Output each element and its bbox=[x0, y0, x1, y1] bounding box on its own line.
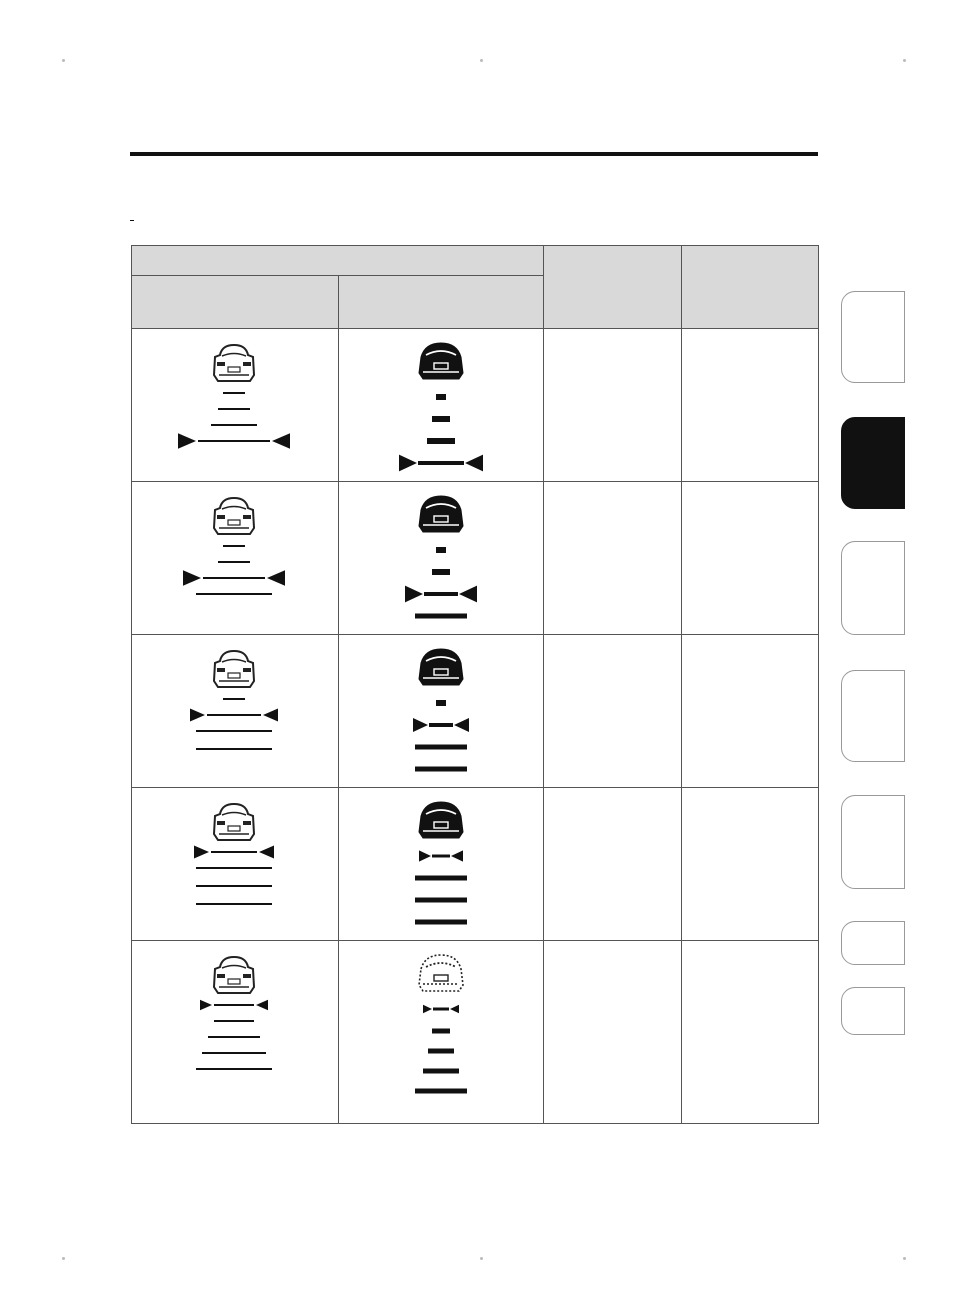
header-mid bbox=[132, 276, 339, 329]
distance-40-4 bbox=[544, 788, 682, 941]
crop-mark bbox=[62, 1257, 65, 1260]
adp-cell-1 bbox=[339, 329, 544, 482]
tab-index[interactable] bbox=[841, 987, 905, 1035]
left-arrow-icon bbox=[405, 586, 423, 603]
tab-while-driving[interactable] bbox=[841, 417, 905, 509]
header-distance-80 bbox=[682, 246, 819, 329]
right-arrow-icon bbox=[267, 570, 285, 586]
top-rule bbox=[130, 152, 818, 156]
car-icon bbox=[419, 496, 463, 532]
adp-distance-diagram bbox=[339, 635, 544, 787]
mid-distance-diagram bbox=[132, 635, 337, 787]
distance-80-1 bbox=[682, 329, 819, 482]
left-arrow-icon bbox=[399, 455, 417, 472]
mid-diagram-1 bbox=[132, 329, 338, 481]
tab-care-label bbox=[852, 679, 886, 759]
right-arrow-icon bbox=[459, 586, 477, 603]
mid-diagram-2 bbox=[132, 482, 338, 634]
car-icon bbox=[419, 802, 463, 838]
mid-diagram-5 bbox=[132, 941, 338, 1123]
distance-80-3 bbox=[682, 635, 819, 788]
left-arrow-icon bbox=[419, 850, 431, 861]
right-arrow-icon bbox=[454, 718, 469, 732]
adp-distance-diagram bbox=[339, 329, 544, 481]
crop-mark bbox=[480, 59, 483, 62]
left-arrow-icon bbox=[200, 1000, 212, 1010]
adp-distance-diagram bbox=[339, 788, 544, 940]
adp-diagram-2 bbox=[339, 482, 543, 634]
right-arrow-icon bbox=[450, 1005, 459, 1013]
car-icon bbox=[214, 498, 254, 534]
adp-diagram-3 bbox=[339, 635, 543, 787]
right-arrow-icon bbox=[263, 709, 278, 722]
tab-comfort-label bbox=[852, 550, 886, 632]
car-icon bbox=[214, 651, 254, 687]
adp-distance-diagram bbox=[339, 941, 544, 1123]
car-icon bbox=[419, 955, 463, 991]
left-arrow-icon bbox=[183, 570, 201, 586]
header-distance-40 bbox=[544, 246, 682, 329]
adp-cell-2 bbox=[339, 482, 544, 635]
mid-diagram-3 bbox=[132, 635, 338, 787]
car-icon bbox=[214, 957, 254, 993]
right-arrow-icon bbox=[465, 455, 483, 472]
mid-cell-3 bbox=[132, 635, 339, 788]
section-title bbox=[130, 196, 134, 221]
mid-cell-2 bbox=[132, 482, 339, 635]
tab-care[interactable] bbox=[841, 670, 905, 762]
distance-table bbox=[131, 245, 819, 1124]
mid-diagram-4 bbox=[132, 788, 338, 940]
tab-before-driving[interactable] bbox=[841, 291, 905, 383]
car-icon bbox=[214, 804, 254, 840]
distance-40-5 bbox=[544, 941, 682, 1124]
adp-diagram-4 bbox=[339, 788, 543, 940]
adp-cell-5 bbox=[339, 941, 544, 1124]
distance-40-2 bbox=[544, 482, 682, 635]
crop-mark bbox=[903, 1257, 906, 1260]
right-arrow-icon bbox=[256, 1000, 268, 1010]
right-arrow-icon bbox=[451, 850, 463, 861]
distance-80-5 bbox=[682, 941, 819, 1124]
mid-cell-5 bbox=[132, 941, 339, 1124]
distance-40-1 bbox=[544, 329, 682, 482]
adp-diagram-5 bbox=[339, 941, 543, 1123]
distance-80-4 bbox=[682, 788, 819, 941]
tab-while-driving-label bbox=[852, 428, 886, 504]
crop-mark bbox=[480, 1257, 483, 1260]
adp-cell-3 bbox=[339, 635, 544, 788]
left-arrow-icon bbox=[413, 718, 428, 732]
tab-trouble-label bbox=[852, 804, 886, 886]
tab-comfort[interactable] bbox=[841, 541, 905, 635]
left-arrow-icon bbox=[178, 433, 196, 449]
mid-distance-diagram bbox=[132, 788, 337, 940]
tab-before-driving-label bbox=[852, 302, 886, 378]
mid-distance-diagram bbox=[132, 482, 337, 634]
left-arrow-icon bbox=[423, 1005, 432, 1013]
adp-distance-diagram bbox=[339, 482, 544, 634]
distance-40-3 bbox=[544, 635, 682, 788]
tab-specs[interactable] bbox=[841, 921, 905, 965]
mid-distance-diagram bbox=[132, 941, 337, 1123]
distance-80-2 bbox=[682, 482, 819, 635]
tab-index-label bbox=[850, 994, 884, 1030]
mid-cell-1 bbox=[132, 329, 339, 482]
car-icon bbox=[419, 343, 463, 379]
mid-distance-diagram bbox=[132, 329, 337, 481]
right-arrow-icon bbox=[272, 433, 290, 449]
mid-cell-4 bbox=[132, 788, 339, 941]
crop-mark bbox=[903, 59, 906, 62]
left-arrow-icon bbox=[190, 709, 205, 722]
crop-mark bbox=[62, 59, 65, 62]
adp-diagram-1 bbox=[339, 329, 543, 481]
adp-cell-4 bbox=[339, 788, 544, 941]
car-icon bbox=[419, 649, 463, 685]
car-icon bbox=[214, 345, 254, 381]
header-display bbox=[132, 246, 544, 276]
header-adp bbox=[339, 276, 544, 329]
right-arrow-icon bbox=[259, 846, 274, 859]
left-arrow-icon bbox=[194, 846, 209, 859]
tab-trouble[interactable] bbox=[841, 795, 905, 889]
